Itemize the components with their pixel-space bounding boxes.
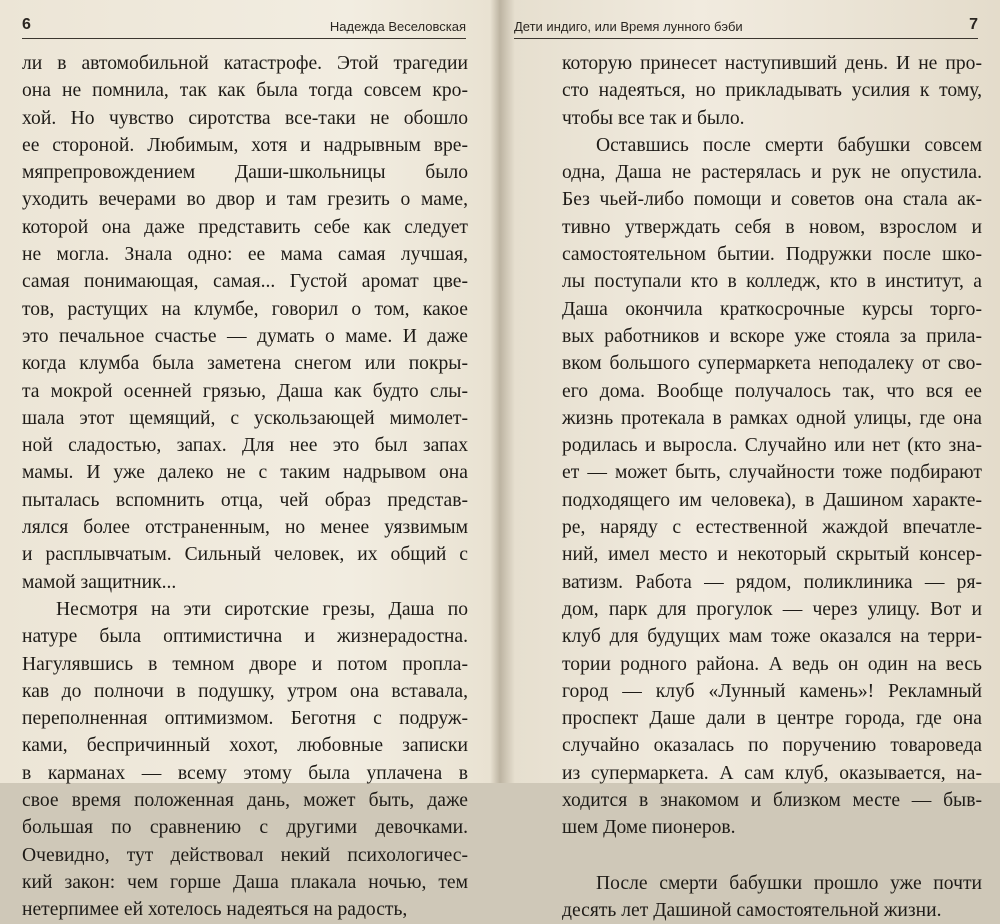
text-line: вком большого супермаркета неподалеку от сво- xyxy=(562,353,982,375)
text-line: ходится в знакомом и близком месте — быв- xyxy=(562,790,982,812)
text-line: не могла. Знала одно: ее мама самая лучшая, xyxy=(22,244,468,266)
text-line: город — клуб «Лунный камень»! Рекламный xyxy=(562,680,982,702)
text-line: После смерти бабушки прошло уже почти xyxy=(596,872,982,894)
text-line: она не помнила, так как была тогда совсем кро- xyxy=(22,80,468,102)
text-line: тов, растущих на клумбе, говорил о том, какое xyxy=(22,298,468,320)
text-line: кий закон: чем горше Даша плакала ночью, тем xyxy=(22,871,468,893)
text-line: та мокрой осенней грязью, Даша как будто слы- xyxy=(22,380,468,402)
text-line: вых работников и вскоре уже стояла за прила- xyxy=(562,325,982,347)
text-line: чтобы все так и было. xyxy=(562,107,745,129)
text-line: шем Доме пионеров. xyxy=(562,817,736,839)
text-line: натуре была оптимистична и жизнерадостна. xyxy=(22,626,468,648)
text-line: ет — может быть, случайности тоже подбирают xyxy=(562,462,982,484)
right-page-body xyxy=(562,50,982,924)
text-line: и расплывчатым. Сильный человек, их общий с xyxy=(22,544,468,566)
paragraph-gap xyxy=(562,842,982,870)
text-line: случайно оказалась по поручению товароведа xyxy=(562,735,982,757)
running-head-title: Дети индиго, или Время лунного бэби xyxy=(514,19,743,34)
text-line: ли в автомобильной катастрофе. Этой трагедии xyxy=(22,53,468,74)
text-line: ной сладостью, запах. Для нее это был запах xyxy=(22,435,468,457)
text-line: свое время положенная дань, может быть, даже xyxy=(22,790,468,812)
text-line: Даша окончила краткосрочные курсы торго- xyxy=(562,298,982,320)
text-line: Несмотря на эти сиротские грезы, Даша по xyxy=(56,598,468,620)
text-line: десять лет Дашиной самостоятельной жизни. xyxy=(562,899,942,921)
text-line: ее стороной. Любимым, хотя и надрывным вре- xyxy=(22,134,468,156)
left-page xyxy=(0,0,498,921)
text-line: Нагулявшись в темном дворе и потом пропла- xyxy=(22,653,468,675)
text-line: мяпрепровождением Даши-школьницы было xyxy=(22,162,468,184)
text-line: пыталась вспомнить отца, чей образ представ- xyxy=(22,489,468,511)
left-page-header xyxy=(22,16,466,39)
text-line: лялся более отстраненным, но менее уязвимым xyxy=(22,517,468,539)
text-line: ний, имел место и некоторый скрытый консер- xyxy=(562,544,982,566)
text-line: самостоятельном бытии. Подружки после шко- xyxy=(562,244,982,266)
text-line: которую принесет наступивший день. И не про- xyxy=(562,53,982,74)
text-line: лы поступали кто в колледж, кто в институт, а xyxy=(562,271,982,293)
text-line: которой она даже представить себе как следует xyxy=(22,216,468,238)
text-line: из супермаркета. А сам клуб, оказывается, на- xyxy=(562,762,982,784)
text-line: уходить вечерами во двор и там грезить о маме, xyxy=(22,189,468,211)
text-line: родилась и выросла. Случайно или нет (кто зна- xyxy=(562,435,982,457)
text-line: дом, парк для прогулок — через улицу. Вот и xyxy=(562,598,982,620)
text-line: жизнь протекала в рамках одной улицы, где она xyxy=(562,407,982,429)
text-line: самая понимающая, самая... Густой аромат цве- xyxy=(22,271,468,293)
text-line: Оставшись после смерти бабушки совсем xyxy=(596,134,982,156)
page-number: 7 xyxy=(969,16,978,33)
right-page xyxy=(502,0,1000,921)
text-line: ре, наряду с естественной жаждой впечатле- xyxy=(562,517,982,539)
text-line: его дома. Вообще получалось так, что вся ее xyxy=(562,380,982,402)
text-line: Очевидно, тут действовал некий психологичес- xyxy=(22,844,468,866)
text-line: мамы. И уже далеко не с таким надрывом она xyxy=(22,462,468,484)
right-page-header xyxy=(514,16,978,39)
text-line: проспект Даше дали в центре города, где она xyxy=(562,708,982,730)
text-line: одна, Даша не растерялась и рук не опустила. xyxy=(562,162,982,184)
text-line: когда клумба была заметена снегом или покры- xyxy=(22,353,468,375)
text-line: кав до полночи в подушку, утром она вставала, xyxy=(22,680,468,702)
text-line: Без чьей-либо помощи и советов она стала ак- xyxy=(562,189,982,211)
left-page-body xyxy=(22,50,468,924)
running-head-author: Надежда Веселовская xyxy=(329,19,466,34)
text-line: тории родного района. А ведь он один на весь xyxy=(562,653,982,675)
text-line: клуб для будущих мам тоже оказался на терри- xyxy=(562,626,982,648)
text-line: подходящего им человека), в Дашином характе- xyxy=(562,489,982,511)
text-line: ватизм. Работа — рядом, поликлиника — ря- xyxy=(562,571,982,593)
text-line: сто надеяться, но прикладывать усилия к тому, xyxy=(562,80,982,102)
text-line: большая по сравнению с другими девочками. xyxy=(22,817,468,839)
text-line: тивно утверждать себя в новом, взрослом и xyxy=(562,216,982,238)
text-line: шала этот щемящий, с ускользающей мимолет- xyxy=(22,407,468,429)
text-line: мамой защитник... xyxy=(22,571,177,593)
page-number: 6 xyxy=(22,16,31,33)
text-line: переполненная оптимизмом. Беготня с подруж- xyxy=(22,708,468,730)
text-line: хой. Но чувство сиротства все-таки не обошло xyxy=(22,107,468,129)
text-line: это печальное счастье — думать о маме. И даже xyxy=(22,325,468,347)
text-line: нетерпимее ей хотелось надеяться на радость, xyxy=(22,899,408,921)
text-line: в карманах — всему этому была уплачена в xyxy=(22,762,468,784)
text-line: ками, беспричинный хохот, любовные записки xyxy=(22,735,468,757)
